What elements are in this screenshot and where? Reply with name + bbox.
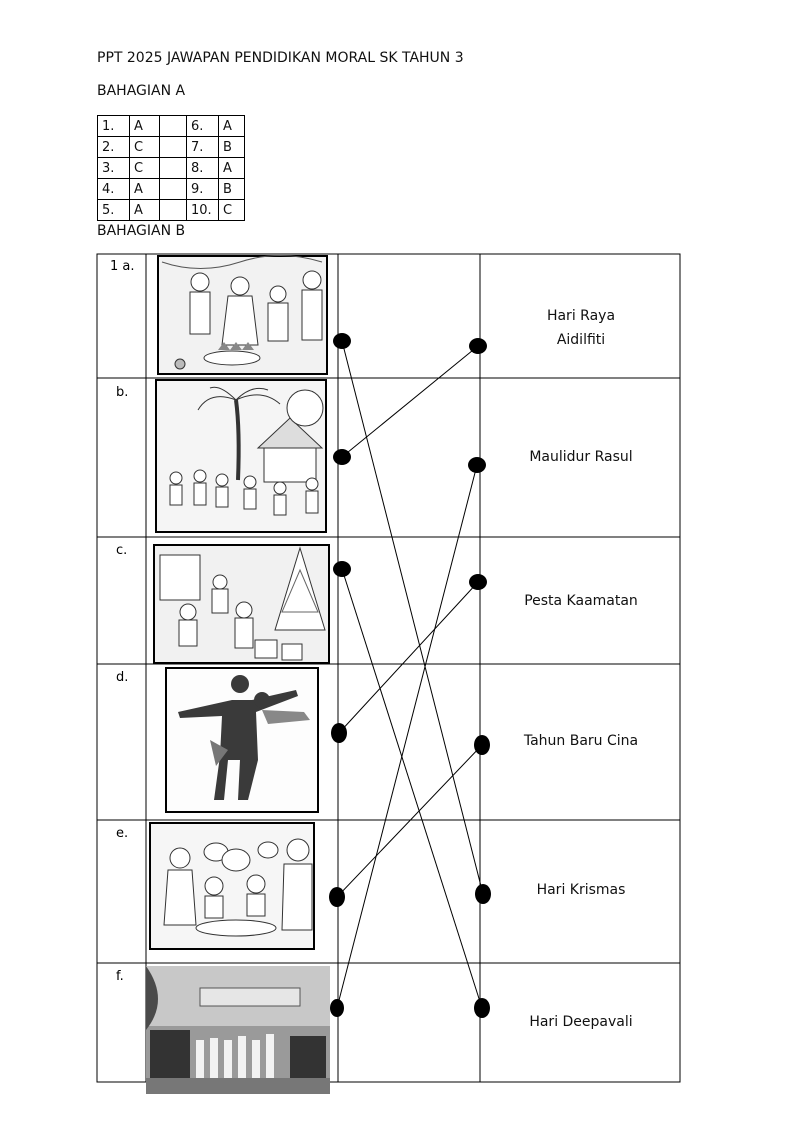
dot-left-b [333, 449, 351, 465]
festival-hari-raya: Hari Raya Aidilfiti [546, 308, 616, 348]
dot-left-d [331, 723, 347, 743]
row-label-d: d. [116, 670, 129, 685]
section-a-heading: BAHAGIAN A [97, 83, 186, 99]
question-number: 9. [187, 179, 219, 200]
question-number: 4. [98, 179, 130, 200]
row-label-b: b. [116, 385, 129, 400]
festival-hari-krismas: Hari Krismas [536, 882, 626, 898]
question-number: 1. [98, 116, 130, 137]
answer-letter: B [219, 137, 245, 158]
answer-line-c [342, 569, 482, 1008]
dot-right-3 [469, 574, 487, 590]
answer-letter: C [130, 137, 160, 158]
procession-picture [146, 966, 330, 1094]
question-number: 6. [187, 116, 219, 137]
row-label-c: c. [116, 543, 128, 558]
question-number: 3. [98, 158, 130, 179]
answer-lines [337, 341, 483, 1008]
answer-letter: A [219, 158, 245, 179]
christmas-picture [154, 545, 329, 663]
kaamatan-village-picture [156, 380, 326, 532]
question-number: 7. [187, 137, 219, 158]
answer-letter: A [219, 116, 245, 137]
left-dots [329, 333, 351, 1017]
festival-hari-deepavali: Hari Deepavali [529, 1014, 633, 1030]
dot-left-c [333, 561, 351, 577]
answer-letter: C [130, 158, 160, 179]
row-label-f: f. [116, 969, 124, 984]
answer-line-e [337, 745, 482, 897]
dot-left-a [333, 333, 351, 349]
answer-letter: B [219, 179, 245, 200]
question-number: 10. [187, 200, 219, 221]
row-label-a: 1 a. [110, 259, 135, 274]
dot-left-e [329, 887, 345, 907]
answer-letter: A [130, 179, 160, 200]
page-title: PPT 2025 JAWAPAN PENDIDIKAN MORAL SK TAHUN 3 [97, 50, 464, 66]
festival-maulidur-rasul: Maulidur Rasul [529, 449, 633, 465]
lantern-family-picture [150, 823, 314, 949]
hari-raya-picture [158, 256, 327, 375]
festival-pesta-kaamatan: Pesta Kaamatan [524, 593, 638, 609]
question-number: 2. [98, 137, 130, 158]
dance-picture [166, 668, 318, 812]
section-b-heading: BAHAGIAN B [97, 223, 186, 239]
row-label-e: e. [116, 826, 129, 841]
answer-line-a [342, 341, 483, 894]
answer-line-b [342, 346, 478, 457]
festival-tahun-baru-cina: Tahun Baru Cina [523, 733, 639, 749]
answer-line-d [339, 582, 478, 733]
answer-letter: A [130, 200, 160, 221]
answer-letter: A [130, 116, 160, 137]
answer-letter: C [219, 200, 245, 221]
dot-left-f [330, 999, 344, 1017]
question-number: 8. [187, 158, 219, 179]
question-number: 5. [98, 200, 130, 221]
